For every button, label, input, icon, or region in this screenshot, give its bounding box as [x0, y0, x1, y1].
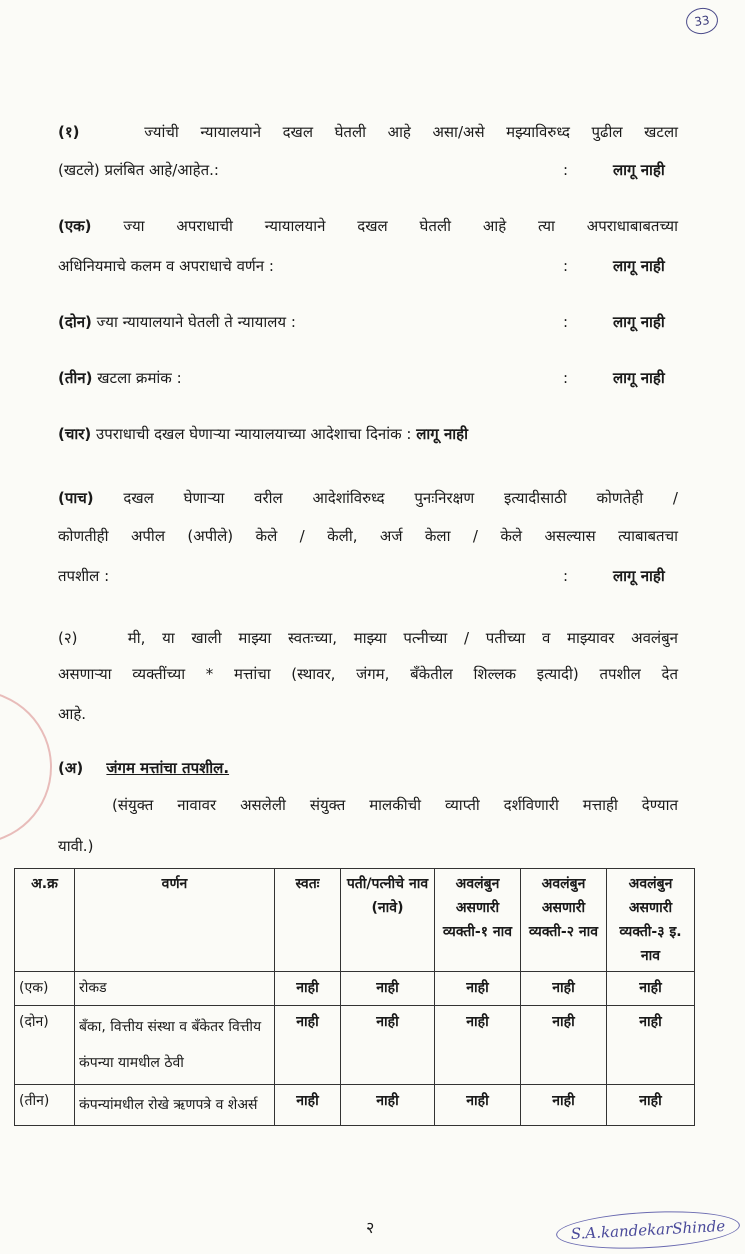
stamp-fragment [0, 690, 52, 844]
table-row [15, 972, 695, 1006]
cell-value: नाही [607, 972, 695, 1006]
cell-value: नाही [275, 972, 341, 1006]
item-1-line1: (१) ज्यांची न्यायालयाने दखल घेतली आहे असा/असे मझ्याविरुध्द पुढील खटला [58, 123, 679, 141]
item-teen-value: लागू नाही [613, 369, 665, 387]
cell-value: नाही [435, 1006, 521, 1085]
item-1-value: लागू नाही [613, 161, 665, 179]
section-2-line1: (२) मी, या खाली माझ्या स्वतःच्या, माझ्या पत्नीच्या / पतीच्या व माझ्यावर अवलंबुन [58, 629, 678, 647]
item-ek-line1: (एक) ज्या अपराधाची न्यायालयाने दखल घेतली आहे त्या अपराधाबाबतच्या [58, 217, 678, 235]
header-spouse: पती/पत्नीचे नाव (नावे) [341, 869, 435, 972]
cell-value: नाही [341, 972, 435, 1006]
page-number: २ [366, 1218, 375, 1237]
cell-value: नाही [435, 972, 521, 1006]
item-don: (दोन) ज्या न्यायालयाने घेतली ते न्यायालय : : लागू नाही [58, 313, 665, 331]
signature: S.A.kandekarShinde [555, 1207, 741, 1253]
subsection-heading: (अ) जंगम मत्तांचा तपशील. [58, 759, 230, 777]
item-pach-value: लागू नाही [613, 567, 665, 585]
table-row [15, 1006, 695, 1085]
cell-value: नाही [341, 1006, 435, 1085]
cell-value: नाही [435, 1085, 521, 1126]
section-2-line3: आहे. [58, 705, 87, 723]
subsection-note-line1: (संयुक्त नावावर असलेली संयुक्त मालकीची व्याप्ती दर्शविणारी मत्ताही देण्यात [112, 796, 678, 814]
subsection-title: जंगम मत्तांचा तपशील. [106, 759, 230, 777]
row-desc: बँका, वित्तीय संस्था व बँकेतर वित्तीय कंपन्या यामधील ठेवी [75, 1006, 275, 1085]
item-pach-line1: (पाच) दखल घेणाऱ्या वरील आदेशांविरुध्द पुनःनिरक्षण इत्यादीसाठी कोणतेही / [58, 489, 678, 507]
cell-value: नाही [607, 1085, 695, 1126]
page-mark-circle: 33 [684, 6, 719, 36]
section-2-line2: असणाऱ्या व्यक्तींच्या * मत्तांचा (स्थावर, जंगम, बँकेतील शिल्लक इत्यादी) तपशील देत [58, 665, 678, 683]
row-num: (दोन) [15, 1006, 75, 1085]
header-description: वर्णन [75, 869, 275, 972]
cell-value: नाही [521, 1006, 607, 1085]
cell-value: नाही [521, 1085, 607, 1126]
cell-value: नाही [275, 1085, 341, 1126]
item-teen: (तीन) खटला क्रमांक : : लागू नाही [58, 369, 665, 387]
item-1-line2: (खटले) प्रलंबित आहे/आहेत.: : लागू नाही [58, 161, 665, 179]
movable-assets-table [14, 868, 695, 1126]
item-ek-line2: अधिनियमाचे कलम व अपराधाचे वर्णन : : लागू नाही [58, 257, 665, 275]
cell-value: नाही [275, 1006, 341, 1085]
item-ek-value: लागू नाही [613, 257, 665, 275]
header-self: स्वतः [275, 869, 341, 972]
item-char: (चार) उपराधाची दखल घेणाऱ्या न्यायालयाच्या आदेशाचा दिनांक : लागू नाही [58, 425, 469, 443]
cell-value: नाही [607, 1006, 695, 1085]
header-sr: अ.क्र [15, 869, 75, 972]
header-dependent-1: अवलंबुन असणारी व्यक्ती-१ नाव [435, 869, 521, 972]
item-don-value: लागू नाही [613, 313, 665, 331]
row-desc: रोकड [75, 972, 275, 1006]
table-row [15, 1085, 695, 1126]
item-pach-line2: कोणतीही अपील (अपीले) केले / केली, अर्ज केला / केले असल्यास त्याबाबतचा [58, 527, 678, 545]
row-num: (एक) [15, 972, 75, 1006]
subsection-note-line2: यावी.) [58, 837, 94, 855]
row-num: (तीन) [15, 1085, 75, 1126]
row-desc: कंपन्यांमधील रोखे ऋणपत्रे व शेअर्स [75, 1085, 275, 1126]
item-char-value: लागू नाही [416, 425, 469, 443]
cell-value: नाही [521, 972, 607, 1006]
cell-value: नाही [341, 1085, 435, 1126]
table-header-row [15, 869, 695, 972]
header-dependent-3: अवलंबुन असणारी व्यक्ती-३ इ. नाव [607, 869, 695, 972]
header-dependent-2: अवलंबुन असणारी व्यक्ती-२ नाव [521, 869, 607, 972]
item-pach-line3: तपशील : : लागू नाही [58, 567, 665, 585]
